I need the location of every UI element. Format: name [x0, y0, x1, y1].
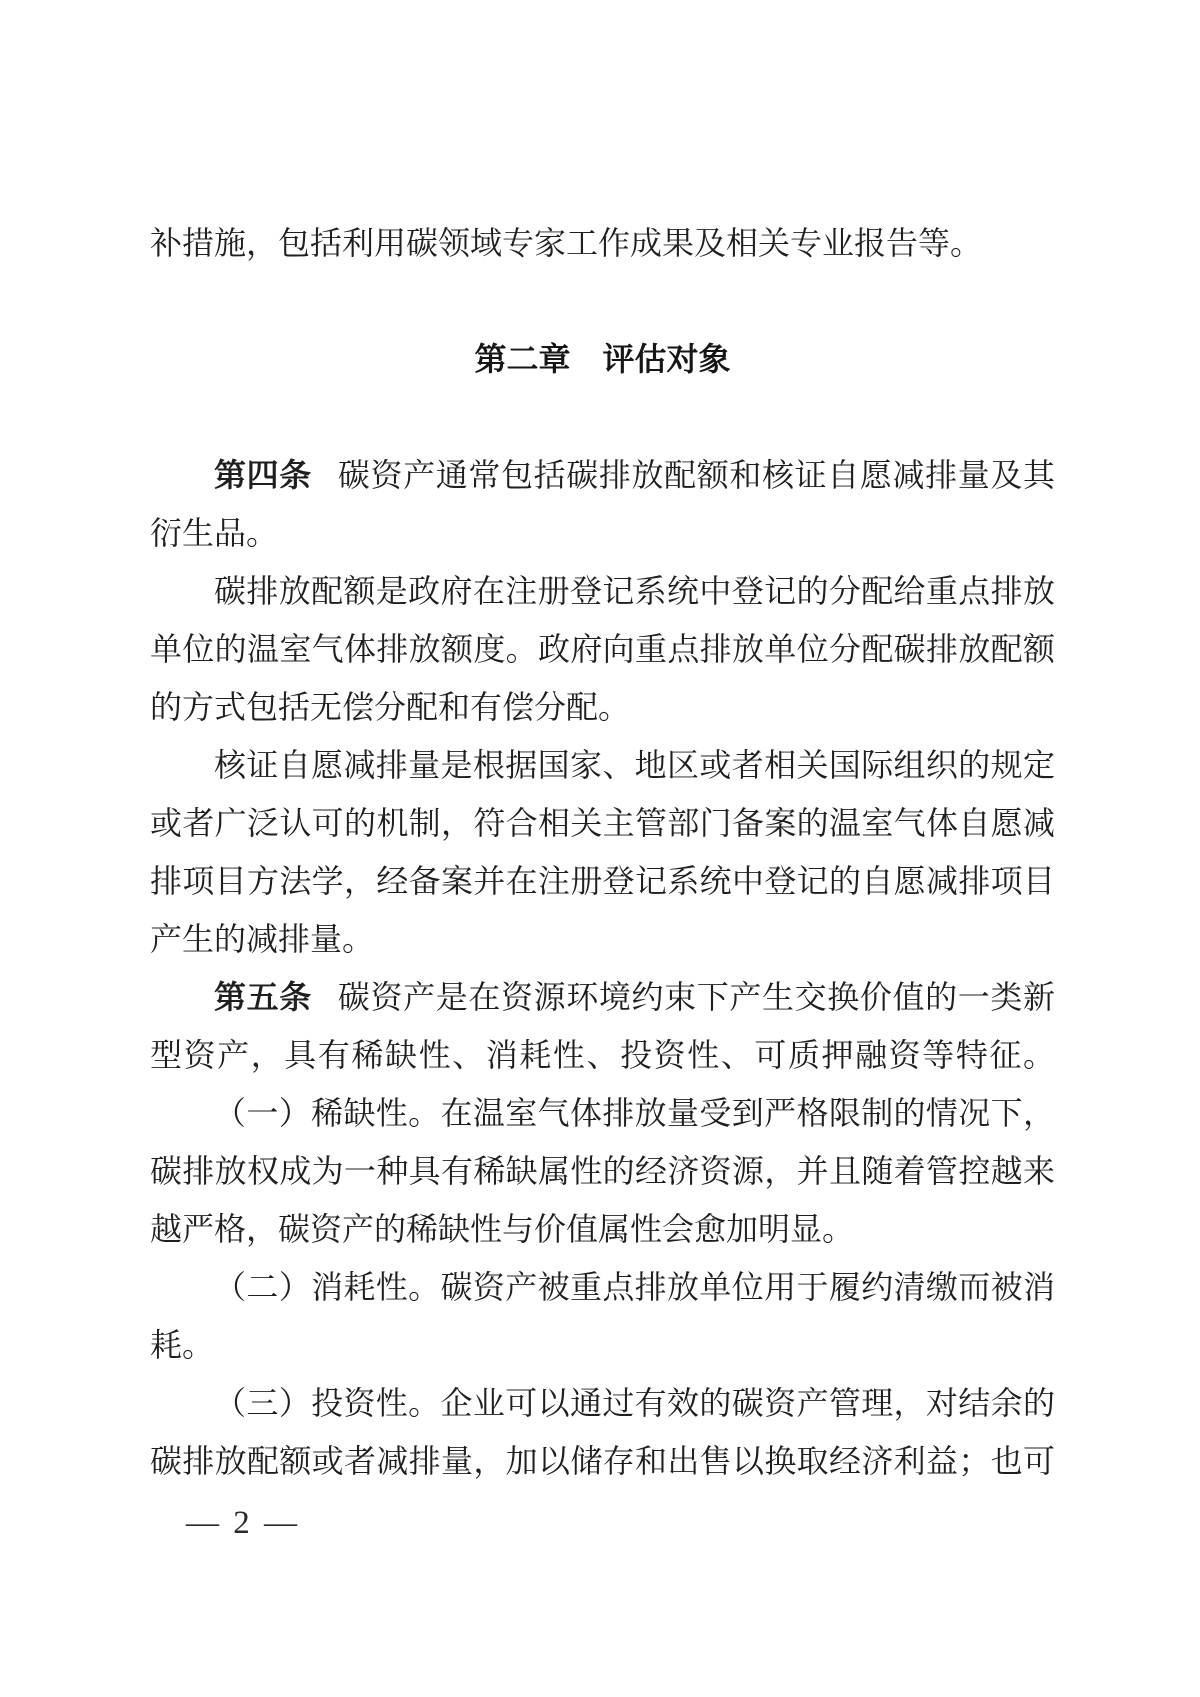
paragraph-continuation-line: 补措施，包括利用碳领域专家工作成果及相关专业报告等。 [150, 225, 983, 261]
text-line: 排项目方法学，经备案并在注册登记系统中登记的自愿减排项目 [150, 863, 1055, 899]
article-5-intro-text: 碳资产是在资源环境约束下产生交换价值的一类新 [337, 979, 1055, 1015]
text-line: 或者广泛认可的机制，符合相关主管部门备案的温室气体自愿减 [150, 805, 1055, 841]
text-line: 衍生品。 [150, 515, 279, 551]
text-line: 越严格，碳资产的稀缺性与价值属性会愈加明显。 [150, 1211, 855, 1247]
article-4-number: 第四条 [214, 457, 312, 493]
list-item-3-line: （三）投资性。企业可以通过有效的碳资产管理，对结余的 [214, 1385, 1055, 1421]
text-line: 单位的温室气体排放额度。政府向重点排放单位分配碳排放配额 [150, 631, 1055, 667]
list-item-2-line: （二）消耗性。碳资产被重点排放单位用于履约清缴而被消 [214, 1269, 1055, 1305]
text-line: 碳排放权成为一种具有稀缺属性的经济资源，并且随着管控越来 [150, 1153, 1055, 1189]
text-line: 的方式包括无偿分配和有偿分配。 [150, 689, 631, 725]
text-line: 产生的减排量。 [150, 921, 375, 957]
text-line: 核证自愿减排量是根据国家、地区或者相关国际组织的规定 [214, 747, 1055, 783]
text-line: 碳排放配额或者减排量，加以储存和出售以换取经济利益；也可 [150, 1443, 1055, 1479]
text-line: 型资产，具有稀缺性、消耗性、投资性、可质押融资等特征。 [150, 1037, 1055, 1073]
page-number: — 2 — [186, 1505, 300, 1541]
article-5-opening-line [150, 968, 1055, 1026]
article-4-intro-text: 碳资产通常包括碳排放配额和核证自愿减排量及其 [337, 457, 1055, 493]
text-line: 碳排放配额是政府在注册登记系统中登记的分配给重点排放 [214, 573, 1055, 609]
chapter-heading: 第二章 评估对象 [474, 341, 731, 377]
article-4-opening-line [150, 446, 1055, 504]
text-line: 耗。 [150, 1327, 215, 1363]
article-5-number: 第五条 [214, 979, 312, 1015]
list-item-1-line: （一）稀缺性。在温室气体排放量受到严格限制的情况下， [214, 1095, 1055, 1131]
text-block [150, 214, 1055, 1490]
